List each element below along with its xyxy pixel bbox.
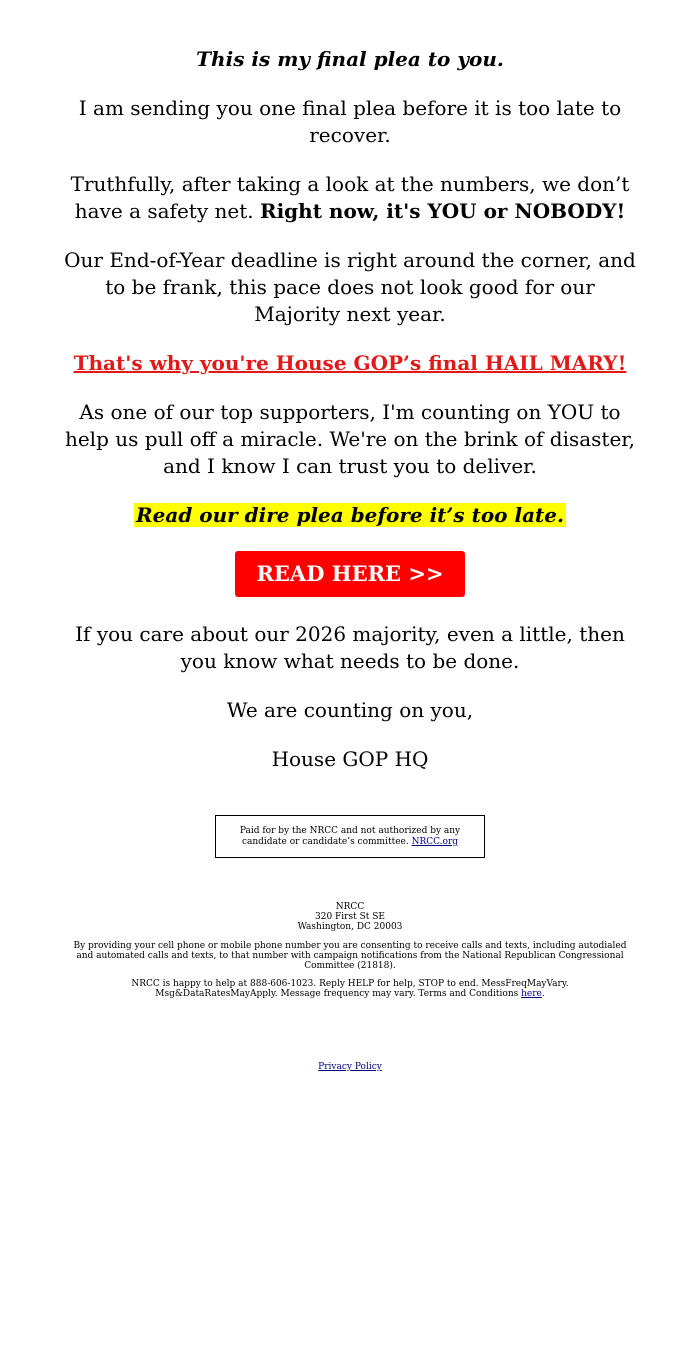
paragraph-majority: If you care about our 2026 majority, even a little, then you know what needs to be done.: [75, 622, 625, 673]
headline: This is my final plea to you.: [196, 47, 504, 71]
footer-city: Washington, DC 20003: [297, 922, 403, 932]
disclaimer-text: Paid for by the NRCC and not authorized by any candidate or candidate’s committee.: [239, 826, 461, 847]
paragraph-safety-net: [60, 171, 640, 225]
signoff: We are counting on you,: [226, 698, 474, 722]
paid-for-disclaimer: [215, 815, 485, 858]
paragraph-final-plea: I am sending you one final plea before it is too late to recover.: [78, 96, 622, 147]
footer-org: NRCC: [335, 902, 365, 912]
footer-help: [60, 979, 640, 999]
read-here-button[interactable]: READ HERE >>: [235, 551, 464, 597]
hail-mary-link-wrap: [60, 350, 640, 377]
footer-address: [60, 902, 640, 932]
paragraph-safety-net-bold: Right now, it's YOU or NOBODY!: [259, 199, 626, 223]
footer-consent: By providing your cell phone or mobile phone number you are consenting to receive calls and texts, including autodialed and automated calls and texts, to that number with campaign notifications from the National Republican Congressional Committee (21818).: [73, 941, 627, 971]
email-body: [60, 0, 640, 1072]
privacy-wrap: [60, 1062, 640, 1072]
nrcc-org-link[interactable]: NRCC.org: [411, 837, 459, 847]
cta-wrap: [60, 551, 640, 597]
highlight-wrap: [60, 502, 640, 529]
signature: House GOP HQ: [271, 747, 429, 771]
footer-help-text: NRCC is happy to help at 888-606-1023. Reply HELP for help, STOP to end. MessFreqMayVary. Msg&DataRatesMayApply. Message frequency may vary. Terms and Conditions: [131, 979, 569, 999]
paragraph-supporters: As one of our top supporters, I'm counting on YOU to help us pull off a miracle. We're on the brink of disaster, and I know I can trust you to deliver.: [64, 400, 636, 478]
paragraph-deadline: Our End-of-Year deadline is right around the corner, and to be frank, this pace does not look good for our Majority next year.: [64, 248, 636, 326]
footer-street: 320 First St SE: [315, 912, 385, 922]
footer-help-end: .: [541, 989, 545, 999]
footer: [60, 902, 640, 1072]
hail-mary-link[interactable]: That's why you're House GOP’s final HAIL MARY!: [73, 351, 627, 375]
highlighted-plea[interactable]: Read our dire plea before it’s too late.: [136, 503, 564, 527]
paragraph-safety-net-text: Truthfully, after taking a look at the numbers, we don’t have a safety net.: [70, 172, 630, 223]
terms-here-link[interactable]: here: [521, 989, 542, 999]
privacy-policy-link[interactable]: Privacy Policy: [318, 1062, 382, 1072]
